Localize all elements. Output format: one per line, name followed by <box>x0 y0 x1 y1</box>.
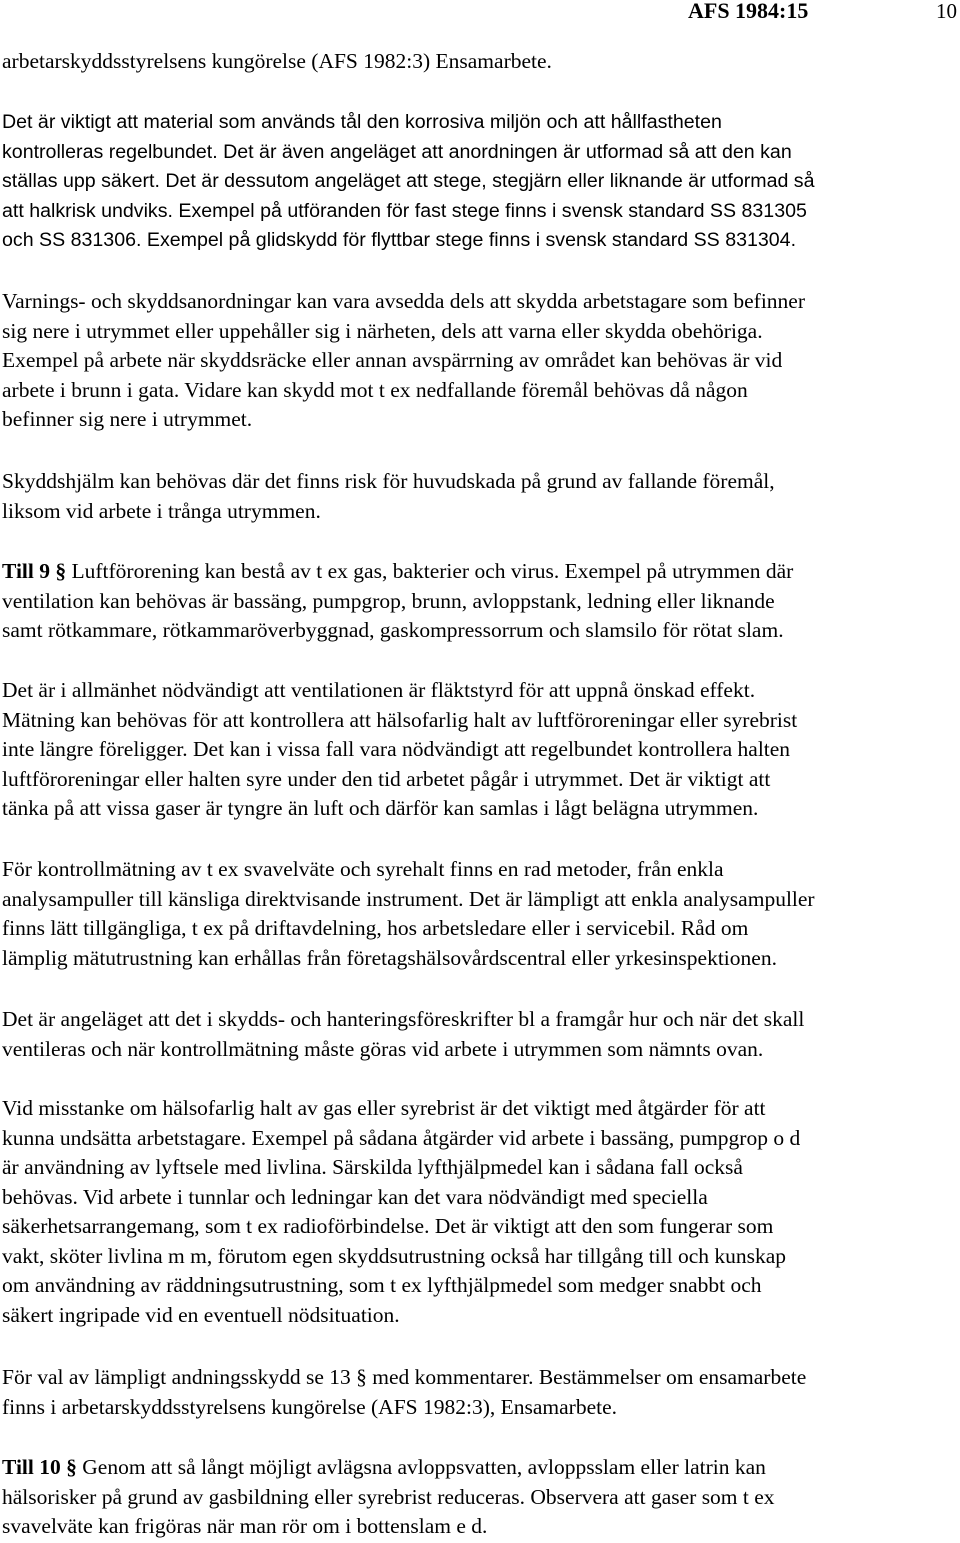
text-line: och SS 831306. Exempel på glidskydd för flyttbar stege finns i svensk standard SS 831304. <box>2 229 797 251</box>
text-line: analysampuller till känsliga direktvisande instrument. Det är lämpligt att enkla analysampuller <box>2 886 815 911</box>
text-line: finns i arbetarskyddsstyrelsens kungörelse (AFS 1982:3), Ensamarbete. <box>2 1394 618 1419</box>
paragraph-5 <box>2 557 958 646</box>
text-line <box>2 1455 766 1479</box>
text-line: tänka på att vissa gaser är tyngre än luft och därför kan samlas i lågt belägna utrymmen. <box>2 796 759 820</box>
paragraph-9 <box>2 1094 958 1330</box>
text-line: svavelväte kan frigöras när man rör om i bottenslam e d. <box>2 1514 488 1538</box>
text-line: Det är viktigt att material som används tål den korrosiva miljön och att hållfastheten <box>2 111 722 133</box>
paragraph-4 <box>2 467 958 526</box>
paragraph-11 <box>2 1453 958 1542</box>
text-line: Mätning kan behövas för att kontrollera att hälsofarlig halt av luftföroreningar eller syrebrist <box>2 707 798 732</box>
text-line: För kontrollmätning av t ex svavelväte och syrehalt finns en rad metoder, från enkla <box>2 857 724 881</box>
text-line: är användning av lyftsele med livlina. Särskilda lyfthjälpmedel kan i sådana fall också <box>2 1155 743 1179</box>
text-line: arbete i brunn i gata. Vidare kan skydd mot t ex nedfallande föremål behövas då någon <box>2 377 748 402</box>
text-line: om användning av räddningsutrustning, som t ex lyfthjälpmedel som medger snabbt och <box>2 1273 762 1297</box>
paragraph-1 <box>2 47 958 77</box>
text-line: befinner sig nere i utrymmet. <box>2 407 253 431</box>
page-number: 10 <box>936 0 957 23</box>
text-line: ställas upp säkert. Det är dessutom angeläget att stege, stegjärn eller liknande är utformad så <box>2 170 815 192</box>
text-segment: Genom att så långt möjligt avlägsna avloppsvatten, avloppsslam eller latrin kan <box>82 1455 766 1479</box>
text-line: finns lätt tillgängliga, t ex på driftavdelning, hos arbetsledare eller i servicebil. Råd om <box>2 916 749 940</box>
text-line: ventilation kan behövas är bassäng, pumpgrop, brunn, avloppstank, ledning eller liknande <box>2 588 775 613</box>
text-line: kunna undsätta arbetstagare. Exempel på sådana åtgärder vid arbete i bassäng, pumpgrop o d <box>2 1125 801 1150</box>
text-line: arbetarskyddsstyrelsens kungörelse (AFS 1982:3) Ensamarbete. <box>2 49 552 73</box>
text-segment: Luftförorening kan bestå av t ex gas, bakterier och virus. Exempel på utrymmen där <box>71 559 794 583</box>
document-code: AFS 1984:15 <box>688 0 809 23</box>
text-line: liksom vid arbete i trånga utrymmen. <box>2 498 321 523</box>
text-line: behövas. Vid arbete i tunnlar och ledningar kan det vara nödvändigt med speciella <box>2 1184 708 1209</box>
paragraph-8 <box>2 1005 958 1064</box>
text-line: sig nere i utrymmet eller uppehåller sig i närheten, dels att varna eller skydda obehöriga. <box>2 318 763 343</box>
text-line: hälsorisker på grund av gasbildning eller syrebrist reduceras. Observera att gaser som t ex <box>2 1484 775 1509</box>
text-line: säkert ingripade vid en eventuell nödsituation. <box>2 1302 400 1327</box>
text-line: Skyddshjälm kan behövas där det finns risk för huvudskada på grund av fallande föremål, <box>2 469 775 493</box>
text-line: ventileras och när kontrollmätning måste göras vid arbete i utrymmen som nämnts ovan. <box>2 1036 764 1061</box>
text-line: Vid misstanke om hälsofarlig halt av gas eller syrebrist är det viktigt med åtgärder för att <box>2 1096 766 1120</box>
paragraph-2 <box>2 108 958 256</box>
text-line: lämplig mätutrustning kan erhållas från företagshälsovårdscentral eller yrkesinspektionen. <box>2 945 777 970</box>
section-heading: Till 10 § <box>2 1455 77 1479</box>
text-line: samt rötkammare, rötkammaröverbyggnad, gaskompressorrum och slamsilo för rötat slam. <box>2 618 784 642</box>
text-line: säkerhetsarrangemang, som t ex radioförbindelse. Det är viktigt att den som fungerar som <box>2 1214 774 1238</box>
text-line: Det är i allmänhet nödvändigt att ventilationen är fläktstyrd för att uppnå önskad effekt. <box>2 678 756 702</box>
text-line: Varnings- och skyddsanordningar kan vara avsedda dels att skydda arbetstagare som befinner <box>2 289 806 313</box>
text-line: inte längre föreligger. Det kan i vissa fall vara nödvändigt att regelbundet kontrollera halten <box>2 737 791 761</box>
text-line: luftföroreningar eller halten syre under den tid arbetet pågår i utrymmet. Det är viktigt att <box>2 766 771 791</box>
paragraph-3 <box>2 287 958 435</box>
paragraph-7 <box>2 855 958 973</box>
text-line: att halkrisk undviks. Exempel på utföranden för fast stege finns i svensk standard SS 831305 <box>2 199 807 222</box>
text-line: vakt, sköter livlina m m, förutom egen skyddsutrustning också har tillgång till och kunskap <box>2 1243 787 1268</box>
text-line: Exempel på arbete när skyddsräcke eller annan avspärrning av området kan behövas är vid <box>2 348 783 372</box>
section-heading: Till 9 § <box>2 559 67 583</box>
text-line: För val av lämpligt andningsskydd se 13 § med kommentarer. Bestämmelser om ensamarbete <box>2 1365 807 1389</box>
text-line: Det är angeläget att det i skydds- och hanteringsföreskrifter bl a framgår hur och när det skall <box>2 1007 805 1031</box>
text-line <box>2 559 793 583</box>
text-line: kontrolleras regelbundet. Det är även angeläget att anordningen är utformad så att den kan <box>2 140 792 163</box>
paragraph-6 <box>2 676 958 824</box>
paragraph-10 <box>2 1363 958 1422</box>
